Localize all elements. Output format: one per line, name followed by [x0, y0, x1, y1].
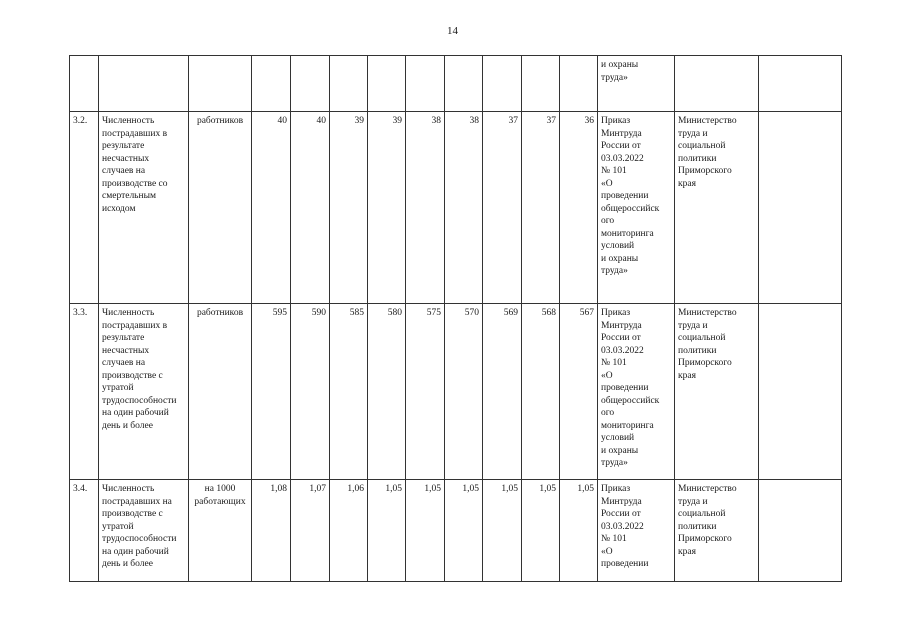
indicator-name-line: случаев на	[102, 358, 146, 368]
indicator-name-line: трудоспособности	[102, 534, 177, 544]
value-cell: 39	[368, 112, 406, 304]
value-cell: 37	[483, 112, 522, 304]
responsible-org-cell-line: социальной	[678, 333, 726, 343]
responsible-org-cell-line: края	[678, 370, 696, 381]
responsible-org-cell-line: Приморского	[678, 534, 732, 544]
responsible-org-cell-line: Приморского	[678, 166, 732, 176]
value-cell: 1,05	[368, 480, 406, 582]
indicator-name-line: утратой	[102, 521, 134, 532]
indicator-name-line: случаев на	[102, 166, 146, 176]
table-cell-empty	[759, 480, 842, 582]
indicator-name-line: производстве с	[102, 509, 163, 519]
responsible-org-cell-line: края	[678, 546, 696, 557]
value-cell: 568	[522, 304, 560, 480]
responsible-org-cell	[675, 112, 759, 304]
row-index: 3.2.	[70, 112, 99, 304]
document-cell	[598, 56, 675, 112]
document-cell-line: Минтруда	[601, 320, 642, 331]
unit-cell	[189, 112, 252, 304]
document-cell-line: Приказ	[601, 116, 631, 126]
table-cell-empty	[368, 56, 406, 112]
document-cell-line: № 101	[601, 534, 627, 544]
document-cell-line: № 101	[601, 358, 627, 368]
responsible-org-cell	[675, 304, 759, 480]
value-cell: 570	[445, 304, 483, 480]
table-cell-empty	[759, 56, 842, 112]
table-cell-empty	[483, 56, 522, 112]
document-cell-line: и охраны	[601, 60, 639, 70]
table-cell-empty	[99, 56, 189, 112]
unit-cell	[189, 480, 252, 582]
value-cell: 1,08	[252, 480, 291, 582]
document-cell-line: и охраны	[601, 253, 639, 264]
document-cell-line: общероссийск	[601, 395, 660, 406]
document-cell-line: проведении	[601, 383, 649, 393]
document-cell-line: «О	[601, 546, 613, 557]
value-cell: 1,05	[445, 480, 483, 582]
document-cell-line: «О	[601, 178, 613, 189]
indicator-name-line: производстве со	[102, 178, 168, 189]
table-cell-empty	[675, 56, 759, 112]
table-row-continuation	[70, 56, 842, 112]
table-row	[70, 304, 842, 480]
table-cell-empty	[406, 56, 445, 112]
value-cell: 40	[252, 112, 291, 304]
table-cell-empty	[759, 304, 842, 480]
indicator-table	[69, 55, 842, 582]
document-cell-line: № 101	[601, 166, 627, 176]
document-cell-line: Приказ	[601, 484, 631, 494]
indicator-name-line: несчастных	[102, 345, 150, 356]
indicator-name-line: результате	[102, 333, 145, 343]
document-cell	[598, 112, 675, 304]
value-cell: 1,05	[522, 480, 560, 582]
responsible-org-cell-line: социальной	[678, 141, 726, 151]
responsible-org-cell-line: Приморского	[678, 358, 732, 368]
unit-cell	[189, 304, 252, 480]
document-cell-line: Минтруда	[601, 496, 642, 507]
page-number: 14	[447, 25, 458, 37]
table-cell-empty	[252, 56, 291, 112]
responsible-org-cell-line: Министерство	[678, 116, 737, 126]
responsible-org-cell-line: политики	[678, 153, 717, 164]
document-cell-line: ого	[601, 216, 615, 226]
table-cell-empty	[560, 56, 598, 112]
unit-cell-line: работников	[196, 308, 244, 318]
value-cell: 575	[406, 304, 445, 480]
table-cell-empty	[522, 56, 560, 112]
responsible-org-cell-line: труда и	[678, 128, 708, 139]
table-row	[70, 112, 842, 304]
responsible-org-cell-line: политики	[678, 521, 717, 532]
document-cell-line: общероссийск	[601, 203, 660, 214]
unit-cell-line: на 1000	[204, 484, 236, 494]
document-cell	[598, 480, 675, 582]
value-cell: 590	[291, 304, 330, 480]
value-cell: 595	[252, 304, 291, 480]
responsible-org-cell-line: труда и	[678, 320, 708, 331]
value-cell: 1,05	[560, 480, 598, 582]
responsible-org-cell-line: Министерство	[678, 484, 737, 494]
indicator-name-line: Численность	[102, 484, 155, 494]
indicator-name-line: на один рабочий	[102, 546, 169, 557]
unit-cell-line: работающих	[194, 496, 246, 507]
responsible-org-cell-line: Министерство	[678, 308, 737, 318]
table-cell-empty	[70, 56, 99, 112]
indicator-name-line: производстве с	[102, 370, 163, 381]
unit-cell-line: работников	[196, 116, 244, 126]
indicator-name-line: результате	[102, 141, 145, 151]
document-cell-line: России от	[601, 333, 641, 343]
value-cell: 38	[445, 112, 483, 304]
value-cell: 1,06	[330, 480, 368, 582]
table-cell-empty	[189, 56, 252, 112]
responsible-org-cell-line: политики	[678, 345, 717, 356]
indicator-name-line: исходом	[102, 203, 136, 214]
indicator-name-line: пострадавших в	[102, 128, 168, 139]
indicator-name-line: день и более	[102, 420, 153, 431]
row-index: 3.4.	[70, 480, 99, 582]
indicator-name	[99, 480, 189, 582]
table-cell-empty	[291, 56, 330, 112]
table-cell-empty	[759, 112, 842, 304]
value-cell: 1,05	[483, 480, 522, 582]
document-cell-line: проведении	[601, 559, 649, 569]
indicator-name-line: день и более	[102, 559, 153, 569]
indicator-name-line: Численность	[102, 116, 155, 126]
indicator-name-line: пострадавших в	[102, 320, 168, 331]
responsible-org-cell	[675, 480, 759, 582]
indicator-name-line: на один рабочий	[102, 408, 169, 418]
indicator-name-line: смертельным	[102, 191, 156, 201]
indicator-name-line: утратой	[102, 383, 134, 393]
table-cell-empty	[330, 56, 368, 112]
document-cell-line: Приказ	[601, 308, 631, 318]
document-cell-line: 03.03.2022	[601, 345, 644, 356]
value-cell: 580	[368, 304, 406, 480]
document-cell-line: мониторинга	[601, 228, 654, 239]
value-cell: 37	[522, 112, 560, 304]
indicator-name-line: несчастных	[102, 153, 150, 164]
document-cell-line: труда»	[601, 458, 628, 468]
document-cell-line: «О	[601, 370, 613, 381]
value-cell: 39	[330, 112, 368, 304]
document-cell-line: проведении	[601, 191, 649, 201]
document-cell	[598, 304, 675, 480]
indicator-name-line: трудоспособности	[102, 395, 177, 406]
row-index: 3.3.	[70, 304, 99, 480]
value-cell: 1,05	[406, 480, 445, 582]
value-cell: 585	[330, 304, 368, 480]
indicator-name-line: Численность	[102, 308, 155, 318]
document-cell-line: условий	[601, 241, 635, 251]
document-cell-line: труда»	[601, 266, 628, 276]
value-cell: 40	[291, 112, 330, 304]
document-cell-line: 03.03.2022	[601, 153, 644, 164]
document-cell-line: ого	[601, 408, 615, 418]
document-cell-line: 03.03.2022	[601, 521, 644, 532]
document-cell-line: и охраны	[601, 445, 639, 456]
table-cell-empty	[445, 56, 483, 112]
document-cell-line: мониторинга	[601, 420, 654, 431]
responsible-org-cell-line: социальной	[678, 509, 726, 519]
responsible-org-cell-line: труда и	[678, 496, 708, 507]
value-cell: 569	[483, 304, 522, 480]
responsible-org-cell-line: края	[678, 178, 696, 189]
value-cell: 567	[560, 304, 598, 480]
value-cell: 1,07	[291, 480, 330, 582]
indicator-name	[99, 112, 189, 304]
value-cell: 38	[406, 112, 445, 304]
value-cell: 36	[560, 112, 598, 304]
indicator-name	[99, 304, 189, 480]
document-cell-line: России от	[601, 509, 641, 519]
table-row	[70, 480, 842, 582]
document-cell-line: условий	[601, 433, 635, 443]
indicator-name-line: пострадавших на	[102, 496, 172, 507]
document-cell-line: России от	[601, 141, 641, 151]
document-cell-line: труда»	[601, 72, 628, 83]
document-cell-line: Минтруда	[601, 128, 642, 139]
